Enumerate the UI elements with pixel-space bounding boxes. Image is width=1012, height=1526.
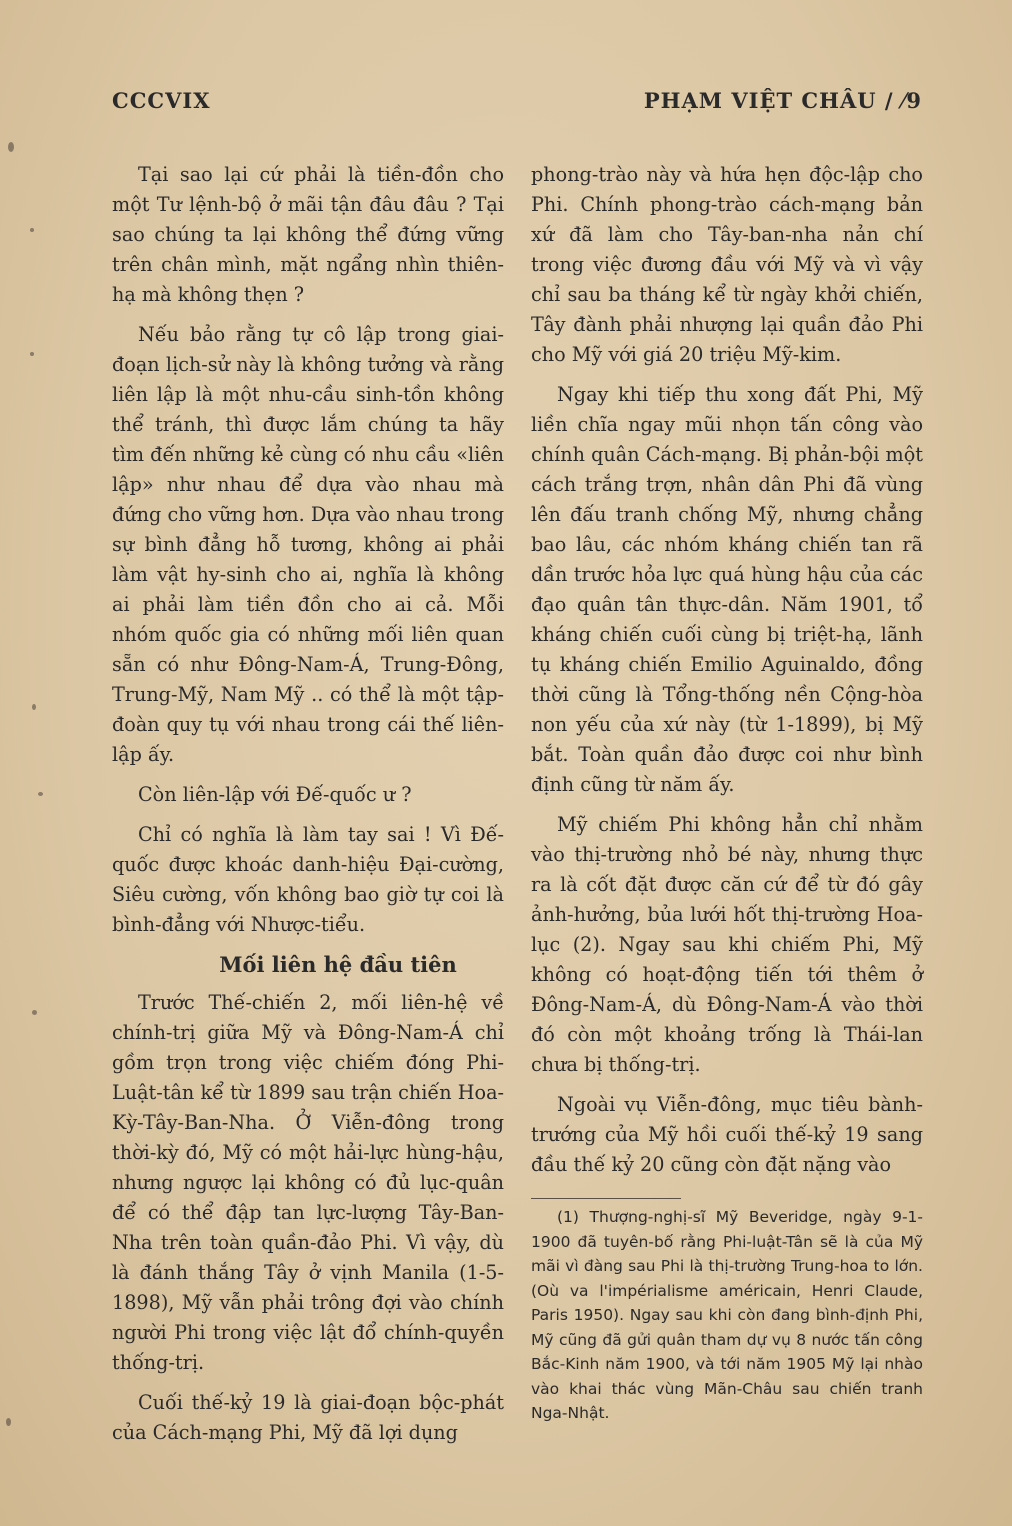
paper-speck xyxy=(38,792,43,796)
section-heading: Mối liên hệ đầu tiên xyxy=(219,952,457,977)
paper-speck xyxy=(30,352,34,356)
page-header xyxy=(112,88,922,122)
paragraph: phong-trào này và hứa hẹn độc-lập cho Phi. Chính phong-trào cách-mạng bản xứ đã làm cho Tây-ban-nha nản chí trong việc đương đầu với Mỹ và vì vậy chỉ sau ba tháng kể từ ngày khởi chiến, Tây đành phải nhượng lại quần đảo Phi cho Mỹ với giá 20 triệu Mỹ-kim. xyxy=(531,163,923,366)
paragraph: Mỹ chiếm Phi không hẳn chỉ nhằm vào thị-trường nhỏ bé này, nhưng thực ra là cốt đặt được căn cứ để từ đó gây ảnh-hưởng, bủa lưới hốt thị-trường Hoa-lục (2). Ngay sau khi chiếm Phi, Mỹ không có hoạt-động tiến tới thêm ở Đông-Nam-Á, dù Đông-Nam-Á vào thời đó còn một khoảng trống là Thái-lan chưa bị thống-trị. xyxy=(531,813,923,1076)
left-column xyxy=(112,160,504,1458)
footnote: (1) Thượng-nghị-sĩ Mỹ Beveridge, ngày 9-1-1900 đã tuyên-bố rằng Phi-luật-Tân sẽ là của Mỹ mãi vì đàng sau Phi là thị-trường Trung-hoa to lớn. (Où va l'impérialisme américain, Henri Claude, Paris 1950). Ngay sau khi còn đang bình-định Phi, Mỹ cũng đã gửi quân tham dự vụ 8 nước tấn công Bắc-Kinh năm 1900, và tới năm 1905 Mỹ lại nhào vào khai thác vùng Mãn-Châu sau chiến tranh Nga-Nhật. xyxy=(531,1208,923,1422)
right-column xyxy=(531,160,923,1436)
paper-speck xyxy=(32,1010,37,1015)
paragraph: Ngoài vụ Viễn-đông, mục tiêu bành-trướng của Mỹ hồi cuối thế-kỷ 19 sang đầu thế kỷ 20 cũng còn đặt nặng vào xyxy=(531,1093,923,1176)
paper-speck xyxy=(32,704,36,710)
paragraph: Còn liên-lập với Đế-quốc ư ? xyxy=(138,783,412,806)
paragraph: Trước Thế-chiến 2, mối liên-hệ về chính-trị giữa Mỹ và Đông-Nam-Á chỉ gồm trọn trong việc chiếm đóng Phi-Luật-tân kể từ 1899 sau trận chiến Hoa-Kỳ-Tây-Ban-Nha. Ở Viễn-đông trong thời-kỳ đó, Mỹ có một hải-lực hùng-hậu, nhưng ngược lại không có đủ lục-quân để có thể đập tan lực-lượng Tây-Ban-Nha trên toàn quần-đảo Phi. Vì vậy, dù là đánh thắng Tây ở vịnh Manila (1-5-1898), Mỹ vẫn phải trông đợi vào chính người Phi trong việc lật đổ chính-quyền thống-trị. xyxy=(112,991,504,1374)
paper-speck xyxy=(30,228,34,232)
paragraph: Nếu bảo rằng tự cô lập trong giai-đoạn lịch-sử này là không tưởng và rằng liên lập là một nhu-cầu sinh-tồn không thể tránh, thì được lắm chúng ta hãy tìm đến những kẻ cùng có nhu cầu «liên lập» như nhau để dựa vào nhau mà đứng cho vững hơn. Dựa vào nhau trong sự bình đẳng hỗ tương, không ai phải làm vật hy-sinh cho ai, nghĩa là không ai phải làm tiền đồn cho ai cả. Mỗi nhóm quốc gia có những mối liên quan sẵn có như Đông-Nam-Á, Trung-Đông, Trung-Mỹ, Nam Mỹ .. có thể là một tập-đoàn quy tụ với nhau trong cái thế liên-lập ấy. xyxy=(112,323,504,766)
paper-speck xyxy=(6,1418,11,1426)
footnote-rule xyxy=(531,1198,681,1205)
page-number-roman: CCCVIX xyxy=(112,88,211,113)
running-title: PHẠM VIỆT CHÂU / ⁄9 xyxy=(643,88,922,113)
paragraph: Ngay khi tiếp thu xong đất Phi, Mỹ liền chĩa ngay mũi nhọn tấn công vào chính quân Cách-mạng. Bị phản-bội một cách trắng trợn, nhân dân Phi đã vùng lên đấu tranh chống Mỹ, nhưng chẳng bao lâu, các nhóm kháng chiến tan rã dần trước hỏa lực quá hùng hậu của các đạo quân tân thực-dân. Năm 1901, tổ kháng chiến cuối cùng bị triệt-hạ, lãnh tụ kháng chiến Emilio Aguinaldo, đồng thời cũng là Tổng-thống nền Cộng-hòa non yếu của xứ này (từ 1-1899), bị Mỹ bắt. Toàn quần đảo được coi như bình định cũng từ năm ấy. xyxy=(531,383,923,796)
paper-speck xyxy=(8,142,14,152)
paragraph: Cuối thế-kỷ 19 là giai-đoạn bộc-phát của Cách-mạng Phi, Mỹ đã lợi dụng xyxy=(112,1391,504,1444)
paragraph: Chỉ có nghĩa là làm tay sai ! Vì Đế-quốc được khoác danh-hiệu Đại-cường, Siêu cường, vốn không bao giờ tự coi là bình-đẳng với Nhược-tiểu. xyxy=(112,823,504,936)
paragraph: Tại sao lại cứ phải là tiền-đồn cho một Tư lệnh-bộ ở mãi tận đâu đâu ? Tại sao chúng ta lại không thể đứng vững trên chân mình, mặt ngẩng nhìn thiên-hạ mà không thẹn ? xyxy=(112,163,504,306)
